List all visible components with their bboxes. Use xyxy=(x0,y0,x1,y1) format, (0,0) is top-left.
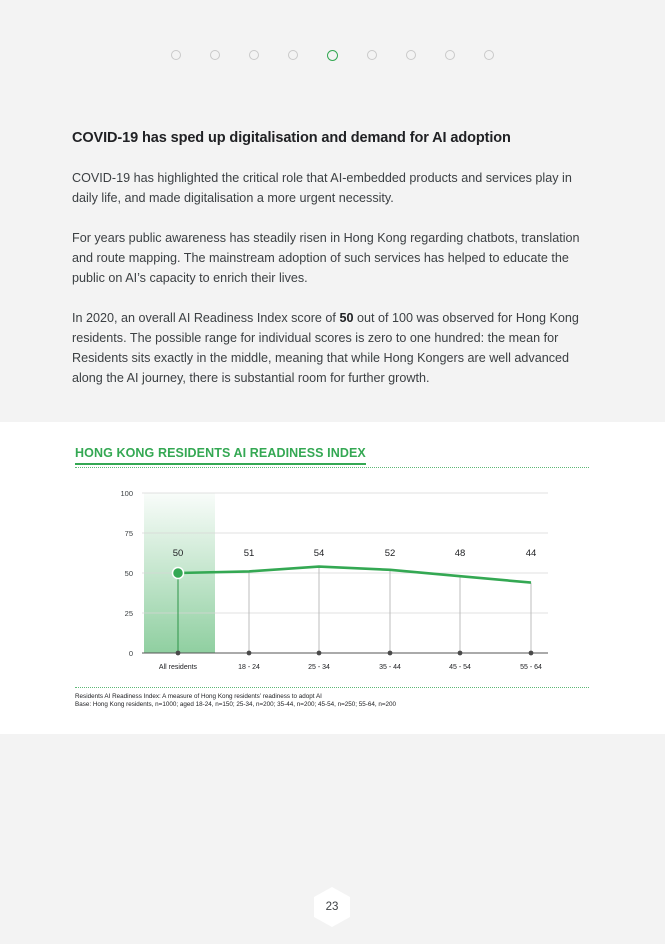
axis-marker xyxy=(247,651,252,656)
paragraph-3-end: out of 100 was observed for Hong Kong residents. The possible range for individual scores is zero to one hundred: the mean for Residents sits exactly in the middle, meaning that while Hong Kongers are well advanced along the AI journey, there is substantial room for further growth. xyxy=(72,311,579,385)
x-tick-label: 55 - 64 xyxy=(520,664,542,671)
chart-title: HONG KONG RESIDENTS AI READINESS INDEX xyxy=(75,446,366,465)
data-label: 48 xyxy=(454,548,466,559)
series-line xyxy=(178,567,531,583)
page-dot-9[interactable] xyxy=(484,50,494,60)
y-tick-label: 0 xyxy=(128,649,133,658)
chart-panel xyxy=(0,422,665,734)
readiness-line-chart xyxy=(0,422,665,684)
page-dot-7[interactable] xyxy=(406,50,416,60)
data-label: 52 xyxy=(384,548,396,559)
data-label: 44 xyxy=(525,548,537,559)
data-label: 50 xyxy=(172,548,184,559)
page-dot-8[interactable] xyxy=(445,50,455,60)
page-progress-dots xyxy=(0,50,665,61)
chart-note-base: Base: Hong Kong residents, n=1000; aged 18-24, n=150; 25-34, n=200; 35-44, n=200; 45-54, n=250; 55-64, n=200 xyxy=(75,701,397,708)
x-tick-label: 25 - 34 xyxy=(308,664,330,671)
axis-marker xyxy=(388,651,393,656)
y-tick-label: 100 xyxy=(120,489,133,498)
paragraph-3 xyxy=(72,308,592,388)
chart-note-definition: Residents AI Readiness Index: A measure of Hong Kong residents’ readiness to adopt AI xyxy=(75,693,322,700)
article-heading: COVID-19 has sped up digitalisation and demand for AI adoption xyxy=(72,130,511,146)
y-tick-label: 50 xyxy=(124,569,133,578)
notes-dotted-rule xyxy=(75,687,589,688)
page-dot-1[interactable] xyxy=(171,50,181,60)
x-tick-label: 45 - 54 xyxy=(449,664,471,671)
y-tick-label: 25 xyxy=(124,609,133,618)
page-dot-5[interactable] xyxy=(327,50,338,61)
page-dot-2[interactable] xyxy=(210,50,220,60)
page-number: 23 xyxy=(325,901,339,913)
y-tick-label: 75 xyxy=(124,529,133,538)
page-dot-6[interactable] xyxy=(367,50,377,60)
x-tick-label: All residents xyxy=(158,664,198,671)
axis-marker xyxy=(317,651,322,656)
page-number-badge xyxy=(313,886,351,928)
chart-notes xyxy=(75,693,396,709)
axis-marker xyxy=(176,651,181,656)
axis-marker xyxy=(458,651,463,656)
paragraph-3-score: 50 xyxy=(339,311,354,325)
axis-marker xyxy=(529,651,534,656)
paragraph-3-start: In 2020, an overall AI Readiness Index score of xyxy=(72,311,340,325)
x-tick-label: 18 - 24 xyxy=(238,664,260,671)
x-tick-label: 35 - 44 xyxy=(379,664,401,671)
highlight-point xyxy=(173,568,184,579)
article xyxy=(72,130,592,408)
data-label: 54 xyxy=(313,548,325,559)
paragraph-1: COVID-19 has highlighted the critical role that AI-embedded products and services play in daily life, and made digitalisation a more urgent necessity. xyxy=(72,171,572,205)
paragraph-2: For years public awareness has steadily risen in Hong Kong regarding chatbots, translation and route mapping. The mainstream adoption of such services has helped to educate the public on AI’s capacity to enrich their lives. xyxy=(72,231,580,285)
page-dot-4[interactable] xyxy=(288,50,298,60)
page-dot-3[interactable] xyxy=(249,50,259,60)
data-label: 51 xyxy=(243,548,255,559)
